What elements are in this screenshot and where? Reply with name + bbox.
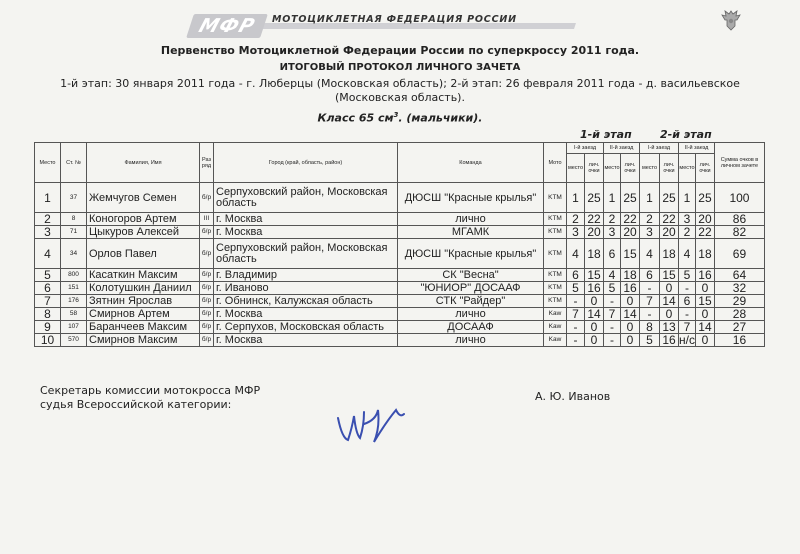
heat-points-cell: 0 <box>621 321 640 334</box>
moto-cell: Kaw <box>544 308 567 321</box>
heat-place-cell: 7 <box>567 308 585 321</box>
heat-points-cell: 16 <box>621 282 640 295</box>
name-cell: Смирнов Артем <box>87 308 200 321</box>
results-body <box>35 183 765 347</box>
name-cell: Коногоров Артем <box>87 213 200 226</box>
heat-points-cell: 14 <box>621 308 640 321</box>
heat-place-cell: 8 <box>640 321 660 334</box>
header-heat3: I-й заезд <box>640 143 679 154</box>
place-cell: 2 <box>35 213 61 226</box>
place-cell: 8 <box>35 308 61 321</box>
heat-points-cell: 25 <box>660 183 679 213</box>
start-no-cell: 107 <box>61 321 87 334</box>
stages-info: 1-й этап: 30 января 2011 года - г. Люберцы (Московская область); 2-й этап: 26 февраля 2011 года - д. васильевское (Московская область). <box>60 77 740 104</box>
class-title: Класс 65 $см^3$. (мальчики). <box>317 111 483 125</box>
moto-cell: KTM <box>544 282 567 295</box>
total-cell: 82 <box>714 226 764 239</box>
heat-points-cell: 16 <box>660 334 679 347</box>
header-total: Сумма очков в личном зачете <box>714 143 764 183</box>
start-no-cell: 800 <box>61 269 87 282</box>
heat-place-cell: 4 <box>679 239 696 269</box>
city-cell: г. Москва <box>214 213 398 226</box>
start-no-cell: 58 <box>61 308 87 321</box>
document-subtitle: ИТОГОВЫЙ ПРОТОКОЛ ЛИЧНОГО ЗАЧЕТА <box>279 62 521 73</box>
heat-place-cell: - <box>567 334 585 347</box>
heat-place-cell: 2 <box>679 226 696 239</box>
header-place: Место <box>35 143 61 183</box>
header-moto: Мото <box>544 143 567 183</box>
heat-points-cell: 16 <box>585 282 604 295</box>
heat-points-cell: 15 <box>660 269 679 282</box>
heat-place-cell: 4 <box>567 239 585 269</box>
place-cell: 9 <box>35 321 61 334</box>
city-cell: г. Москва <box>214 334 398 347</box>
heat-place-cell: - <box>604 295 621 308</box>
heat-points-cell: 25 <box>621 183 640 213</box>
heat-place-cell: 6 <box>604 239 621 269</box>
total-cell: 32 <box>714 282 764 295</box>
heat-place-cell: - <box>567 295 585 308</box>
heat-place-cell: - <box>567 321 585 334</box>
team-cell: СК "Весна" <box>398 269 544 282</box>
place-cell: 1 <box>35 183 61 213</box>
start-no-cell: 570 <box>61 334 87 347</box>
heat-place-cell: 6 <box>679 295 696 308</box>
header-row-1 <box>35 143 765 154</box>
heat-points-cell: 22 <box>660 213 679 226</box>
moto-cell: KTM <box>544 269 567 282</box>
city-cell: Серпуховский район, Московская область <box>214 183 398 213</box>
team-cell: ДЮСШ "Красные крылья" <box>398 239 544 269</box>
heat-points-cell: 16 <box>695 269 714 282</box>
federation-logo <box>190 14 575 38</box>
rank-cell: б/р <box>200 226 214 239</box>
double-headed-eagle-icon <box>720 8 742 32</box>
heat-points-cell: 0 <box>585 334 604 347</box>
results-table <box>34 142 765 347</box>
heat-place-cell: 3 <box>679 213 696 226</box>
header-points: лич. очки <box>621 154 640 183</box>
secretary-block <box>40 384 260 412</box>
heat-points-cell: 0 <box>585 295 604 308</box>
header-mesto: место <box>567 154 585 183</box>
heat-place-cell: 1 <box>567 183 585 213</box>
heat-place-cell: 7 <box>640 295 660 308</box>
heat-place-cell: 5 <box>679 269 696 282</box>
document-title: Первенство Мотоциклетной Федерации России по суперкроссу 2011 года. <box>160 44 640 57</box>
heat-points-cell: 15 <box>695 295 714 308</box>
heat-place-cell: - <box>640 282 660 295</box>
name-cell: Цыкуров Алексей <box>87 226 200 239</box>
heat-place-cell: 3 <box>640 226 660 239</box>
heat-points-cell: 0 <box>695 282 714 295</box>
city-cell: г. Владимир <box>214 269 398 282</box>
start-no-cell: 151 <box>61 282 87 295</box>
header-mesto: место <box>679 154 696 183</box>
name-cell: Жемчугов Семен <box>87 183 200 213</box>
heat-place-cell: н/с <box>679 333 695 347</box>
header-city: Город (край, область, район) <box>214 143 398 183</box>
table-row <box>35 334 765 347</box>
heat-place-cell: 2 <box>640 213 660 226</box>
place-cell: 3 <box>35 226 61 239</box>
secretary-line1: Секретарь комиссии мотокросса МФР <box>40 384 261 397</box>
heat-place-cell: 3 <box>604 226 621 239</box>
rank-cell: III <box>200 213 214 226</box>
heat-place-cell: 4 <box>604 269 621 282</box>
name-cell: Касаткин Максим <box>87 269 200 282</box>
heat-place-cell: - <box>679 282 696 295</box>
heat-place-cell: - <box>604 321 621 334</box>
city-cell: г. Серпухов, Московская область <box>214 321 398 334</box>
rank-cell: б/р <box>200 308 214 321</box>
rank-cell: б/р <box>200 239 214 269</box>
heat-points-cell: 22 <box>585 213 604 226</box>
team-cell: лично <box>398 334 544 347</box>
heat-place-cell: 3 <box>567 226 585 239</box>
rank-cell: б/р <box>200 321 214 334</box>
name-cell: Орлов Павел <box>87 239 200 269</box>
heat-points-cell: 14 <box>585 308 604 321</box>
moto-cell: Kaw <box>544 334 567 347</box>
place-cell: 5 <box>35 269 61 282</box>
rank-cell: б/р <box>200 282 214 295</box>
moto-cell: KTM <box>544 226 567 239</box>
heat-points-cell: 18 <box>695 239 714 269</box>
heat-place-cell: - <box>640 308 660 321</box>
heat-points-cell: 22 <box>695 226 714 239</box>
heat-points-cell: 0 <box>660 308 679 321</box>
place-cell: 6 <box>35 282 61 295</box>
heat-place-cell: 5 <box>640 334 660 347</box>
heat-points-cell: 20 <box>660 226 679 239</box>
team-cell: "ЮНИОР" ДОСААФ <box>398 282 544 295</box>
header-heat2: II-й заезд <box>604 143 640 154</box>
heat-place-cell: 1 <box>640 183 660 213</box>
heat-points-cell: 0 <box>585 321 604 334</box>
heat-place-cell: 5 <box>567 282 585 295</box>
heat-points-cell: 0 <box>621 295 640 308</box>
city-cell: г. Москва <box>214 308 398 321</box>
total-cell: 16 <box>714 334 764 347</box>
heat-points-cell: 20 <box>621 226 640 239</box>
heat-place-cell: 1 <box>604 183 621 213</box>
team-cell: СТК "Райдер" <box>398 295 544 308</box>
team-cell: лично <box>398 213 544 226</box>
heat-place-cell: 1 <box>679 183 696 213</box>
heat-points-cell: 15 <box>621 239 640 269</box>
table-row <box>35 226 765 239</box>
header-mesto: место <box>640 154 660 183</box>
start-no-cell: 176 <box>61 295 87 308</box>
stage2-label: 2-й этап <box>660 128 712 141</box>
header-name: Фамилия, Имя <box>87 143 200 183</box>
total-cell: 28 <box>714 308 764 321</box>
heat-points-cell: 25 <box>695 183 714 213</box>
heat-points-cell: 18 <box>621 269 640 282</box>
table-row <box>35 321 765 334</box>
heat-place-cell: 7 <box>679 321 696 334</box>
rank-cell: б/р <box>200 183 214 213</box>
city-cell: Серпуховский район, Московская область <box>214 239 398 269</box>
heat-place-cell: 7 <box>604 308 621 321</box>
table-row <box>35 183 765 213</box>
header-points: лич. очки <box>585 154 604 183</box>
header-points: лич. очки <box>695 154 714 183</box>
start-no-cell: 34 <box>61 239 87 269</box>
heat-points-cell: 0 <box>621 334 640 347</box>
heat-place-cell: 6 <box>640 269 660 282</box>
header-team: Команда <box>398 143 544 183</box>
header-heat4: II-й заезд <box>679 143 715 154</box>
place-cell: 4 <box>35 239 61 269</box>
heat-points-cell: 15 <box>585 269 604 282</box>
name-cell: Зятнин Ярослав <box>87 295 200 308</box>
name-cell: Колотушкин Даниил <box>87 282 200 295</box>
heat-points-cell: 18 <box>585 239 604 269</box>
table-row <box>35 308 765 321</box>
start-no-cell: 8 <box>61 213 87 226</box>
moto-cell: KTM <box>544 183 567 213</box>
heat-points-cell: 0 <box>695 334 714 347</box>
moto-cell: KTM <box>544 239 567 269</box>
heat-points-cell: 0 <box>660 282 679 295</box>
place-cell: 7 <box>35 295 61 308</box>
rank-cell: б/р <box>200 269 214 282</box>
heat-place-cell: 6 <box>567 269 585 282</box>
heat-points-cell: 22 <box>621 213 640 226</box>
heat-points-cell: 25 <box>585 183 604 213</box>
stage1-label: 1-й этап <box>580 128 632 141</box>
heat-points-cell: 20 <box>695 213 714 226</box>
logo-mark: МФР <box>186 14 268 38</box>
signer-name: А. Ю. Иванов <box>535 390 611 403</box>
heat-place-cell: - <box>679 308 696 321</box>
name-cell: Баранчеев Максим <box>87 321 200 334</box>
total-cell: 86 <box>714 213 764 226</box>
heat-points-cell: 13 <box>660 321 679 334</box>
start-no-cell: 71 <box>61 226 87 239</box>
header-mesto: место <box>604 154 621 183</box>
table-row <box>35 269 765 282</box>
rank-cell: б/р <box>200 334 214 347</box>
city-cell: г. Обнинск, Калужская область <box>214 295 398 308</box>
team-cell: ДОСААФ <box>398 321 544 334</box>
start-no-cell: 37 <box>61 183 87 213</box>
team-cell: лично <box>398 308 544 321</box>
header-start-no: Ст. № <box>61 143 87 183</box>
total-cell: 100 <box>714 183 764 213</box>
table-row <box>35 213 765 226</box>
city-cell: г. Иваново <box>214 282 398 295</box>
total-cell: 27 <box>714 321 764 334</box>
heat-place-cell: - <box>604 334 621 347</box>
total-cell: 64 <box>714 269 764 282</box>
heat-place-cell: 5 <box>604 282 621 295</box>
header-heat1: I-й заезд <box>567 143 604 154</box>
name-cell: Смирнов Максим <box>87 334 200 347</box>
total-cell: 29 <box>714 295 764 308</box>
heat-points-cell: 14 <box>695 321 714 334</box>
heat-place-cell: 2 <box>567 213 585 226</box>
moto-cell: Kaw <box>544 321 567 334</box>
table-row <box>35 282 765 295</box>
heat-points-cell: 20 <box>585 226 604 239</box>
moto-cell: KTM <box>544 295 567 308</box>
signature-image <box>330 398 460 448</box>
heat-points-cell: 14 <box>660 295 679 308</box>
heat-place-cell: 2 <box>604 213 621 226</box>
secretary-line2: судья Всероссийской категории: <box>40 398 232 411</box>
total-cell: 69 <box>714 239 764 269</box>
heat-points-cell: 18 <box>660 239 679 269</box>
team-cell: ДЮСШ "Красные крылья" <box>398 183 544 213</box>
city-cell: г. Москва <box>214 226 398 239</box>
heat-place-cell: 4 <box>640 239 660 269</box>
header-points: лич. очки <box>660 154 679 183</box>
heat-points-cell: 0 <box>695 308 714 321</box>
federation-name: МОТОЦИКЛЕТНАЯ ФЕДЕРАЦИЯ РОССИИ <box>272 14 517 25</box>
table-row <box>35 295 765 308</box>
place-cell: 10 <box>35 334 61 347</box>
team-cell: МГАМК <box>398 226 544 239</box>
moto-cell: KTM <box>544 213 567 226</box>
table-row <box>35 239 765 269</box>
header-rank: Раз ряд <box>200 143 214 183</box>
rank-cell: б/р <box>200 295 214 308</box>
